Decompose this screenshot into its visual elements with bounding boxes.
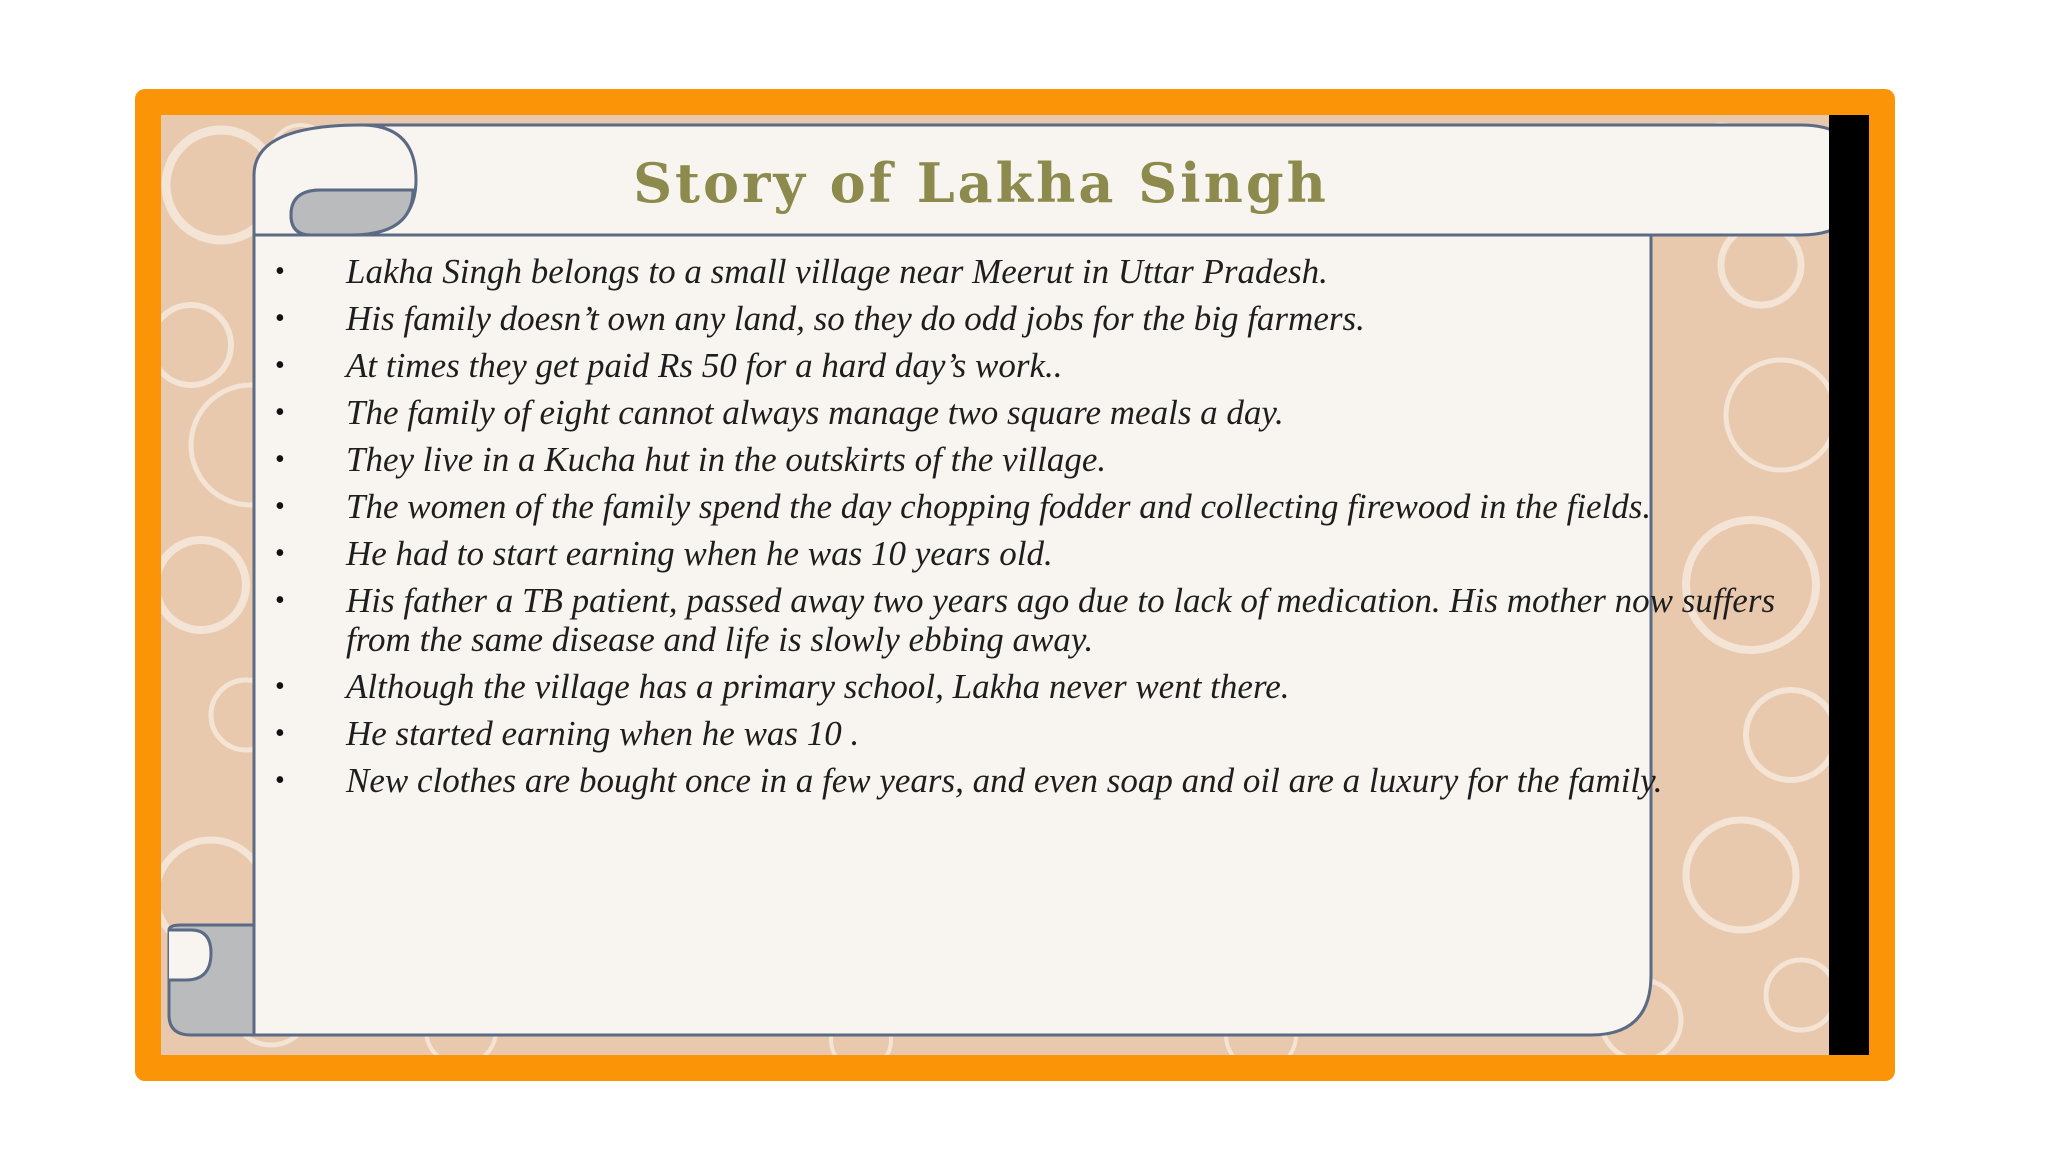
- list-item-text: The family of eight cannot always manage two square meals a day.: [346, 393, 1284, 432]
- list-item-text: He started earning when he was 10 .: [346, 714, 860, 753]
- list-item: [271, 761, 1791, 800]
- list-item: [271, 440, 1791, 479]
- bullet-icon: •: [275, 765, 285, 796]
- bullet-list: [271, 252, 1791, 808]
- bullet-icon: •: [275, 491, 285, 522]
- bullet-icon: •: [275, 397, 285, 428]
- list-item-text: His family doesn’t own any land, so they do odd jobs for the big farmers.: [346, 299, 1365, 338]
- slide-title: Story of Lakha Singh: [633, 151, 1329, 215]
- list-item: [271, 487, 1791, 526]
- list-item-text: Lakha Singh belongs to a small village near Meerut in Uttar Pradesh.: [346, 252, 1328, 291]
- list-item: [271, 299, 1791, 338]
- list-item-text: The women of the family spend the day chopping fodder and collecting firewood in the fields.: [346, 487, 1652, 526]
- list-item: [271, 252, 1791, 291]
- bullet-icon: •: [275, 538, 285, 569]
- list-item-text: At times they get paid Rs 50 for a hard day’s work..: [346, 346, 1063, 385]
- list-item: [271, 667, 1791, 706]
- list-item-text: His father a TB patient, passed away two years ago due to lack of medication. His mother now suffers from the same disease and life is slowly ebbing away.: [346, 581, 1776, 659]
- slide-image: [161, 115, 1869, 1055]
- right-edge-bar: [1829, 115, 1869, 1055]
- list-item: [271, 581, 1791, 659]
- bullet-icon: •: [275, 350, 285, 381]
- bullet-icon: •: [275, 303, 285, 334]
- bullet-icon: •: [275, 585, 285, 616]
- list-item: [271, 346, 1791, 385]
- list-item-text: New clothes are bought once in a few years, and even soap and oil are a luxury for the family.: [346, 761, 1663, 800]
- bullet-icon: •: [275, 444, 285, 475]
- bullet-icon: •: [275, 718, 285, 749]
- bullet-icon: •: [275, 671, 285, 702]
- bullet-icon: •: [275, 256, 285, 287]
- list-item: [271, 534, 1791, 573]
- list-item: [271, 714, 1791, 753]
- list-item: [271, 393, 1791, 432]
- list-item-text: They live in a Kucha hut in the outskirts of the village.: [346, 440, 1107, 479]
- slide-frame: [135, 89, 1895, 1081]
- list-item-text: Although the village has a primary school, Lakha never went there.: [346, 667, 1290, 706]
- list-item-text: He had to start earning when he was 10 years old.: [346, 534, 1053, 573]
